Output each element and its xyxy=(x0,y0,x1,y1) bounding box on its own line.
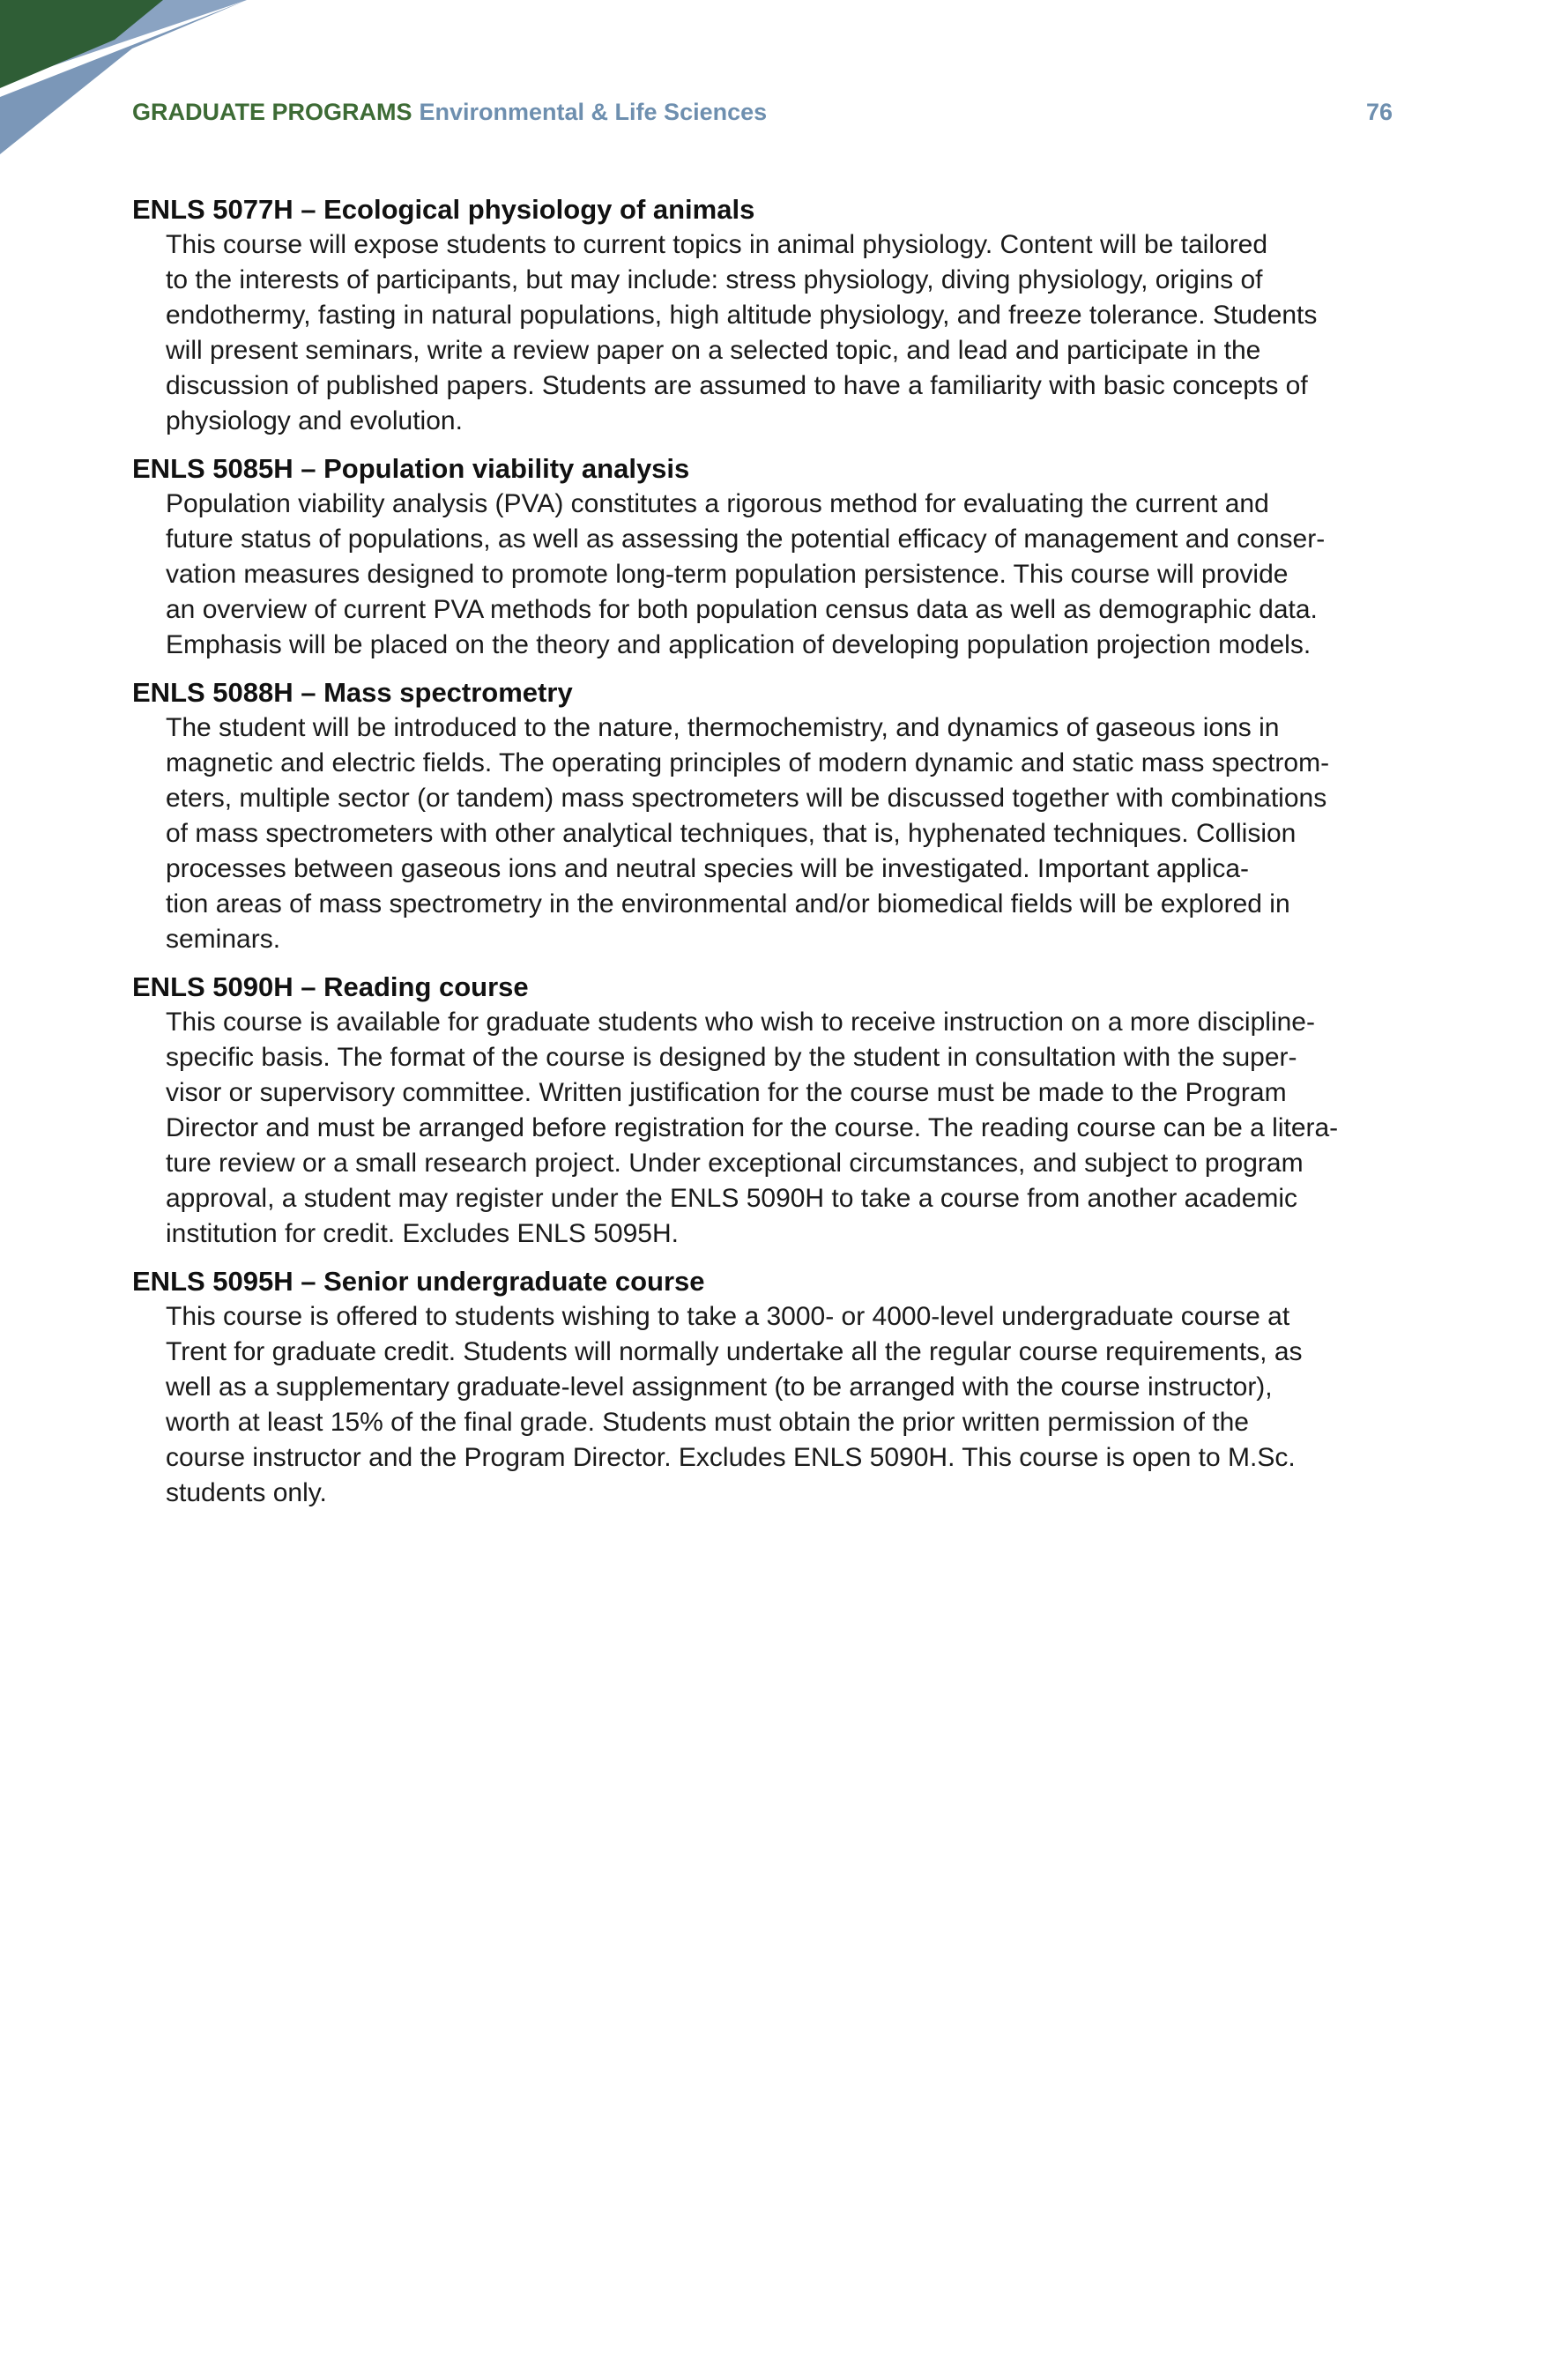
description-line: tion areas of mass spectrometry in the environmental and/or biomedical fields will be explored in xyxy=(166,889,1290,919)
description-line: This course will expose students to current topics in animal physiology. Content will be tailored xyxy=(166,230,1268,259)
description-line: an overview of current PVA methods for both population census data as well as demographic data. xyxy=(166,595,1318,624)
course-entry xyxy=(132,192,1428,439)
description-line: course instructor and the Program Director. Excludes ENLS 5090H. This course is open to M.Sc. xyxy=(166,1443,1296,1472)
description-line: worth at least 15% of the final grade. Students must obtain the prior written permission of the xyxy=(166,1408,1249,1437)
description-line: Trent for graduate credit. Students will normally undertake all the regular course requirements, as xyxy=(166,1337,1303,1366)
course-description xyxy=(166,710,1428,957)
description-line: institution for credit. Excludes ENLS 5095H. xyxy=(166,1219,679,1248)
corner-decoration xyxy=(0,0,247,159)
course-entry xyxy=(132,970,1428,1252)
description-line: of mass spectrometers with other analytical techniques, that is, hyphenated techniques. Collision xyxy=(166,819,1297,848)
course-description xyxy=(166,1005,1428,1252)
description-line: Director and must be arranged before registration for the course. The reading course can be a litera- xyxy=(166,1113,1339,1142)
page-header xyxy=(132,99,1393,126)
description-line: discussion of published papers. Students are assumed to have a familiarity with basic concepts of xyxy=(166,371,1308,400)
course-description xyxy=(166,1299,1428,1511)
course-title: ENLS 5090H – Reading course xyxy=(132,971,529,1002)
course-description xyxy=(166,227,1428,439)
description-line: to the interests of participants, but may include: stress physiology, diving physiology, origins of xyxy=(166,265,1263,294)
header-section: GRADUATE PROGRAMS xyxy=(132,99,412,125)
course-title: ENLS 5085H – Population viability analysis xyxy=(132,453,690,484)
course-entry xyxy=(132,1264,1428,1511)
description-line: will present seminars, write a review paper on a selected topic, and lead and participate in the xyxy=(166,336,1261,365)
description-line: vation measures designed to promote long-term population persistence. This course will provide xyxy=(166,560,1289,589)
description-line: This course is available for graduate students who wish to receive instruction on a more discipline- xyxy=(166,1008,1315,1037)
description-line: future status of populations, as well as assessing the potential efficacy of management and conser- xyxy=(166,524,1326,554)
header-title xyxy=(132,99,767,126)
description-line: Emphasis will be placed on the theory and application of developing population projection models. xyxy=(166,630,1312,659)
description-line: approval, a student may register under the ENLS 5090H to take a course from another academic xyxy=(166,1184,1298,1213)
course-title: ENLS 5077H – Ecological physiology of animals xyxy=(132,194,755,225)
page-number: 76 xyxy=(1365,99,1393,125)
course-title: ENLS 5095H – Senior undergraduate course xyxy=(132,1266,705,1297)
description-line: visor or supervisory committee. Written justification for the course must be made to the Program xyxy=(166,1078,1287,1107)
course-title: ENLS 5088H – Mass spectrometry xyxy=(132,677,573,708)
description-line: specific basis. The format of the course is designed by the student in consultation with the super- xyxy=(166,1043,1297,1072)
header-subject: Environmental & Life Sciences xyxy=(419,99,768,125)
description-line: Population viability analysis (PVA) constitutes a rigorous method for evaluating the current and xyxy=(166,489,1269,518)
course-entry xyxy=(132,451,1428,663)
course-entry xyxy=(132,675,1428,957)
description-line: physiology and evolution. xyxy=(166,406,463,435)
course-description xyxy=(166,487,1428,663)
description-line: magnetic and electric fields. The operating principles of modern dynamic and static mass spectrom- xyxy=(166,748,1330,777)
description-line: students only. xyxy=(166,1478,327,1507)
description-line: This course is offered to students wishing to take a 3000- or 4000-level undergraduate course at xyxy=(166,1302,1290,1331)
description-line: ture review or a small research project. Under exceptional circumstances, and subject to program xyxy=(166,1149,1304,1178)
description-line: The student will be introduced to the nature, thermochemistry, and dynamics of gaseous ions in xyxy=(166,713,1280,742)
description-line: well as a supplementary graduate-level assignment (to be arranged with the course instructor), xyxy=(166,1372,1273,1402)
description-line: seminars. xyxy=(166,925,281,954)
course-list xyxy=(132,192,1428,1523)
description-line: processes between gaseous ions and neutral species will be investigated. Important applica- xyxy=(166,854,1250,883)
description-line: eters, multiple sector (or tandem) mass spectrometers will be discussed together with combinations xyxy=(166,784,1327,813)
description-line: endothermy, fasting in natural populations, high altitude physiology, and freeze tolerance. Students xyxy=(166,301,1318,330)
